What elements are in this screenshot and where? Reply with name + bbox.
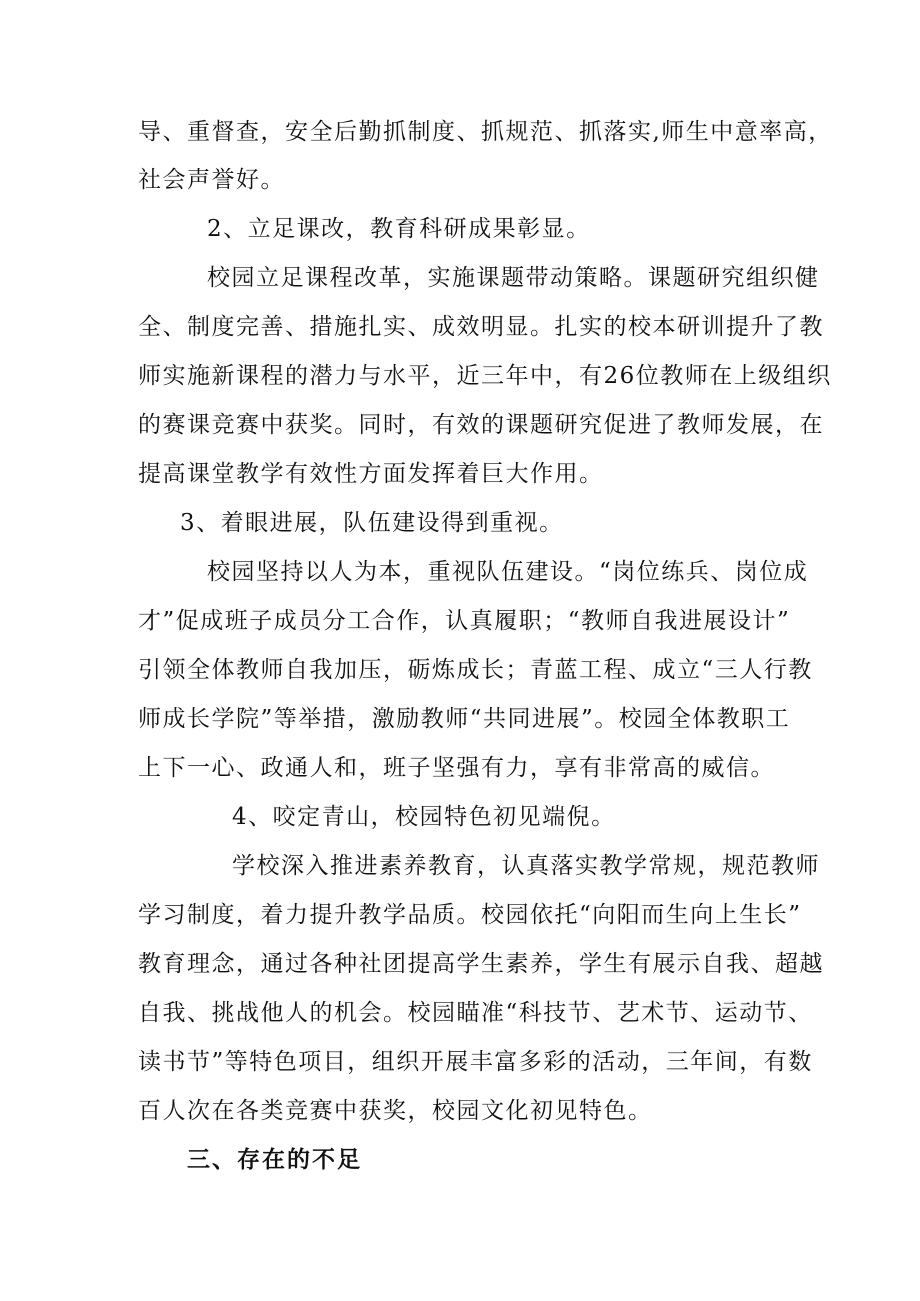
text-line: 读书节”等特色项目，组织开展丰富多彩的活动，三年间，有数 bbox=[138, 1049, 813, 1075]
text-line: 引领全体教师自我加压，砺炼成长；青蓝工程、成立“三人行教 bbox=[138, 657, 813, 683]
text-line: 的赛课竞赛中获奖。同时，有效的课题研究促进了教师发展，在 bbox=[138, 412, 824, 438]
text-line: 才”促成班子成员分工合作，认真履职；“教师自我进展设计” bbox=[138, 608, 791, 634]
text-line: 师实施新课程的潜力与水平，近三年中，有26位教师在上级组织 bbox=[138, 363, 832, 389]
subheading-line: 3、着眼进展，队伍建设得到重视。 bbox=[180, 510, 564, 536]
subheading-line: 2、立足课改，教育科研成果彰显。 bbox=[207, 216, 591, 242]
text-line: 提高课堂教学有效性方面发挥着巨大作用。 bbox=[138, 461, 604, 487]
text-line: 上下一心、政通人和，班子坚强有力，享有非常高的威信。 bbox=[138, 755, 775, 781]
text-line: 自我、挑战他人的机会。校园瞄准“科技节、艺术节、运动节、 bbox=[138, 1000, 813, 1026]
text-line: 教育理念，通过各种社团提高学生素养，学生有展示自我、超越 bbox=[138, 951, 824, 977]
text-line: 导、重督查，安全后勤抓制度、抓规范、抓落实,师生中意率高， bbox=[138, 119, 833, 145]
section-heading: 三、存在的不足 bbox=[187, 1146, 362, 1173]
text-line: 学习制度，着力提升教学品质。校园依托“向阳而生向上生长” bbox=[138, 902, 802, 928]
text-line: 社会声誉好。 bbox=[138, 167, 285, 193]
text-line: 全、制度完善、措施扎实、成效明显。扎实的校本研训提升了教 bbox=[138, 314, 824, 340]
text-line: 学校深入推进素养教育，认真落实教学常规，规范教师 bbox=[232, 853, 820, 879]
subheading-line: 4、咬定青山，校园特色初见端倪。 bbox=[232, 804, 616, 830]
text-line: 校园立足课程改革，实施课题带动策略。课题研究组织健 bbox=[207, 265, 820, 291]
text-line: 师成长学院”等举措，激励教师“共同进展”。校园全体教职工 bbox=[138, 706, 791, 732]
text-line: 百人次在各类竞赛中获奖，校园文化初见特色。 bbox=[138, 1098, 653, 1124]
text-line: 校园坚持以人为本，重视队伍建设。“岗位练兵、岗位成 bbox=[207, 559, 809, 585]
